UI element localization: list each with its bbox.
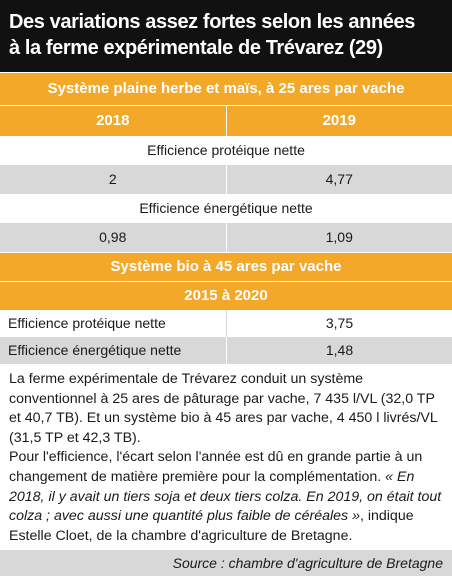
title-line-2: à la ferme expérimentale de Trévarez (29) <box>9 37 383 59</box>
body-paragraph-2-start: Pour l'efficience, l'écart selon l'année est dû en grande partie à un changement de matière première pour la complémentation. <box>9 449 423 485</box>
system1-metric1-2019: 4,77 <box>226 165 452 194</box>
system1-year-header <box>0 105 452 136</box>
body-paragraph-2 <box>9 448 443 546</box>
year-2018-header: 2018 <box>96 112 130 129</box>
system1-metric2-label: Efficience énergétique nette <box>0 194 452 223</box>
system1-metric1-2018: 2 <box>108 171 117 187</box>
system2-metric2-label: Efficience énergétique nette <box>8 342 182 358</box>
body-text <box>0 364 452 546</box>
system1-metric2-2019: 1,09 <box>226 223 452 252</box>
title-line-1: Des variations assez fortes selon les années <box>9 11 415 33</box>
infobox-title <box>0 0 452 72</box>
body-quote: « En 2018, il y avait un tiers soja et deux tiers colza. En 2019, on était tout colza ; avec aussi une quantité plus faible de céréales » <box>9 468 442 525</box>
system1-metric2-row <box>0 223 452 252</box>
body-paragraph-1: La ferme expérimentale de Trévarez conduit un système conventionnel à 25 ares de pâturage par vache, 7 435 l/VL (32,0 TP et 40,7 TB). Et un système bio à 45 ares par vache, 4 450 l livrés/VL (31,5 TP et 42,3 TB). <box>9 371 438 446</box>
body-paragraph-2-end: , indique Estelle Cloet, de la chambre d'agriculture de Bretagne. <box>9 508 414 544</box>
system2-metric1-label: Efficience protéique nette <box>8 315 166 331</box>
system1-metric2-2018: 0,98 <box>99 229 127 245</box>
system2-metric1-value: 3,75 <box>226 310 452 337</box>
source-credit: Source : chambre d'agriculture de Bretagne <box>0 550 452 576</box>
system1-metric1-label: Efficience protéique nette <box>0 136 452 165</box>
system2-table <box>0 252 452 364</box>
system2-heading: Système bio à 45 ares par vache <box>0 252 452 281</box>
system1-metric1-row <box>0 165 452 194</box>
system1-table <box>0 72 452 252</box>
system2-metric2-row <box>0 337 452 364</box>
system2-metric2-value: 1,48 <box>226 337 452 364</box>
system2-metric1-row <box>0 310 452 337</box>
system1-heading: Système plaine herbe et maïs, à 25 ares par vache <box>0 72 452 105</box>
year-2019-header: 2019 <box>226 106 452 136</box>
system2-period: 2015 à 2020 <box>0 281 452 310</box>
